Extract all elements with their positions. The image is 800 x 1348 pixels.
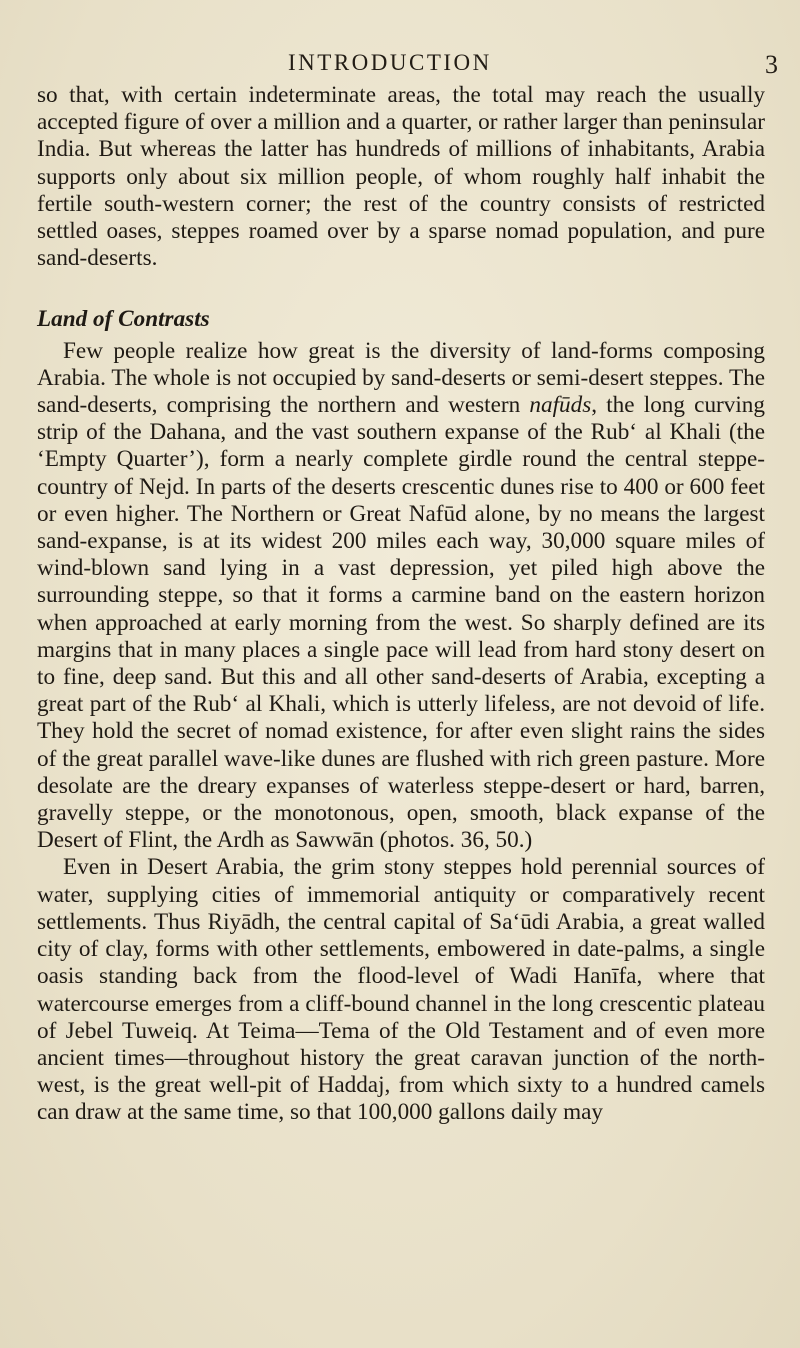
section-heading: Land of Contrasts [37, 306, 210, 333]
paragraph-text: , the long curving strip of the Dahana, and the vast southern expanse of the Rub‘ al Khali (the ‘Empty Quarter’), form a nearly complete girdle round the central steppe-country of Nejd. In parts of the deserts crescentic dunes rise to 400 or 600 feet or even higher. The Northern or Great Nafūd alone, by no means the largest sand-expanse, is at its widest 200 miles each way, 30,000 square miles of wind-blown sand lying in a vast depression, yet piled high above the surrounding steppe, so that it forms a carmine band on the eastern horizon when approached at early morning from the west. So sharply defined are its margins that in many places a single pace will lead from hard stony desert on to fine, deep sand. But this and all other sand-deserts of Arabia, excepting a great part of the Rub‘ al Khali, which is utterly lifeless, are not devoid of life. They hold the secret of nomad existence, for after even slight rains the sides of the great parallel wave-like dunes are flushed with rich green pasture. More desolate are the dreary expanses of waterless steppe-desert or hard, barren, gravelly steppe, or the monotonous, open, smooth, black expanse of the Desert of Flint, the Ardh as Sawwān (photos. 36, 50.) [37, 392, 765, 854]
body-text [37, 82, 765, 1127]
page-number: 3 [765, 50, 778, 79]
opening-paragraph: so that, with certain indeterminate areas, the total may reach the usually accepted figure of over a million and a quarter, or rather larger than peninsular India. But whereas the latter has hundreds of millions of inhabitants, Arabia supports only about six million people, of whom roughly half inhabit the fertile south-western corner; the rest of the country consists of restricted settled oases, steppes roamed over by a sparse nomad population, and pure sand-deserts. [37, 82, 765, 272]
paragraph-text: Few people realize how great is the diversity of land-forms composing Arabia. The whole is not occupied by sand-deserts or semi-desert steppes. The sand-deserts, comprising the northern and western [37, 337, 765, 419]
italic-term: nafūds [529, 392, 592, 419]
section-paragraph-1 [37, 338, 765, 855]
section-paragraph-2: Even in Desert Arabia, the grim stony steppes hold perennial sources of water, supplying cities of immemorial antiquity or comparatively recent settlements. Thus Riyādh, the central capital of Sa‘ūdi Arabia, a great walled city of clay, forms with other settlements, embowered in date-palms, a single oasis standing back from the flood-level of Wadi Hanīfa, where that watercourse emerges from a cliff-bound channel in the long crescentic plateau of Jebel Tuweiq. At Teima—Tema of the Old Testament and of even more ancient times—throughout history the great caravan junction of the north-west, is the great well-pit of Haddaj, from which sixty to a hundred camels can draw at the same time, so that 100,000 gallons daily may [37, 854, 765, 1126]
running-head: INTRODUCTION [288, 50, 492, 75]
